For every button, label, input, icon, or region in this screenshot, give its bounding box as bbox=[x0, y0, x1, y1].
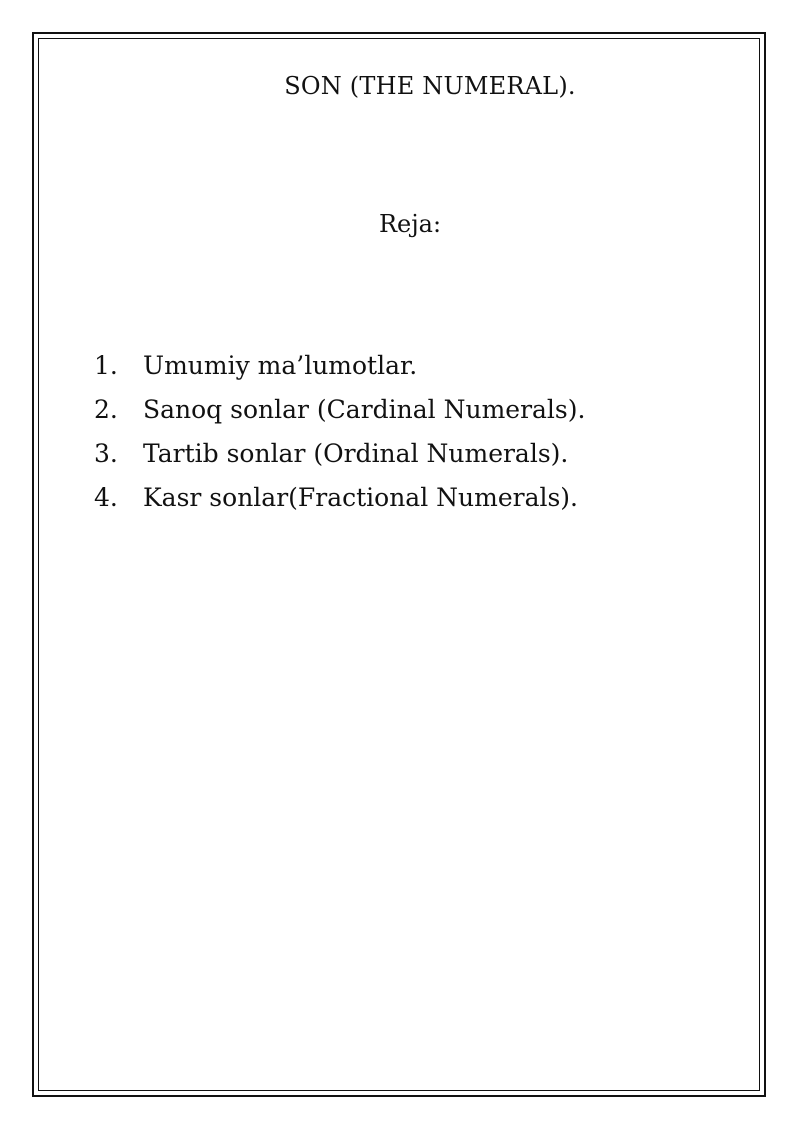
page-border-inner bbox=[38, 38, 760, 1091]
list-item-number: 1. bbox=[94, 351, 118, 380]
list-item-number: 2. bbox=[94, 395, 118, 424]
list-item bbox=[94, 392, 585, 436]
list-item bbox=[94, 480, 585, 524]
plan-heading: Reja: bbox=[378, 210, 442, 238]
plan-list bbox=[94, 348, 585, 524]
list-item bbox=[94, 348, 585, 392]
list-item-text: Tartib sonlar (Ordinal Numerals). bbox=[143, 439, 569, 468]
list-item bbox=[94, 436, 585, 480]
list-item-number: 3. bbox=[94, 439, 118, 468]
page-title: SON (THE NUMERAL). bbox=[284, 72, 576, 100]
list-item-number: 4. bbox=[94, 483, 118, 512]
list-item-text: Sanoq sonlar (Cardinal Numerals). bbox=[143, 395, 586, 424]
list-item-text: Umumiy ma’lumotlar. bbox=[143, 351, 418, 380]
list-item-text: Kasr sonlar(Fractional Numerals). bbox=[143, 483, 578, 512]
